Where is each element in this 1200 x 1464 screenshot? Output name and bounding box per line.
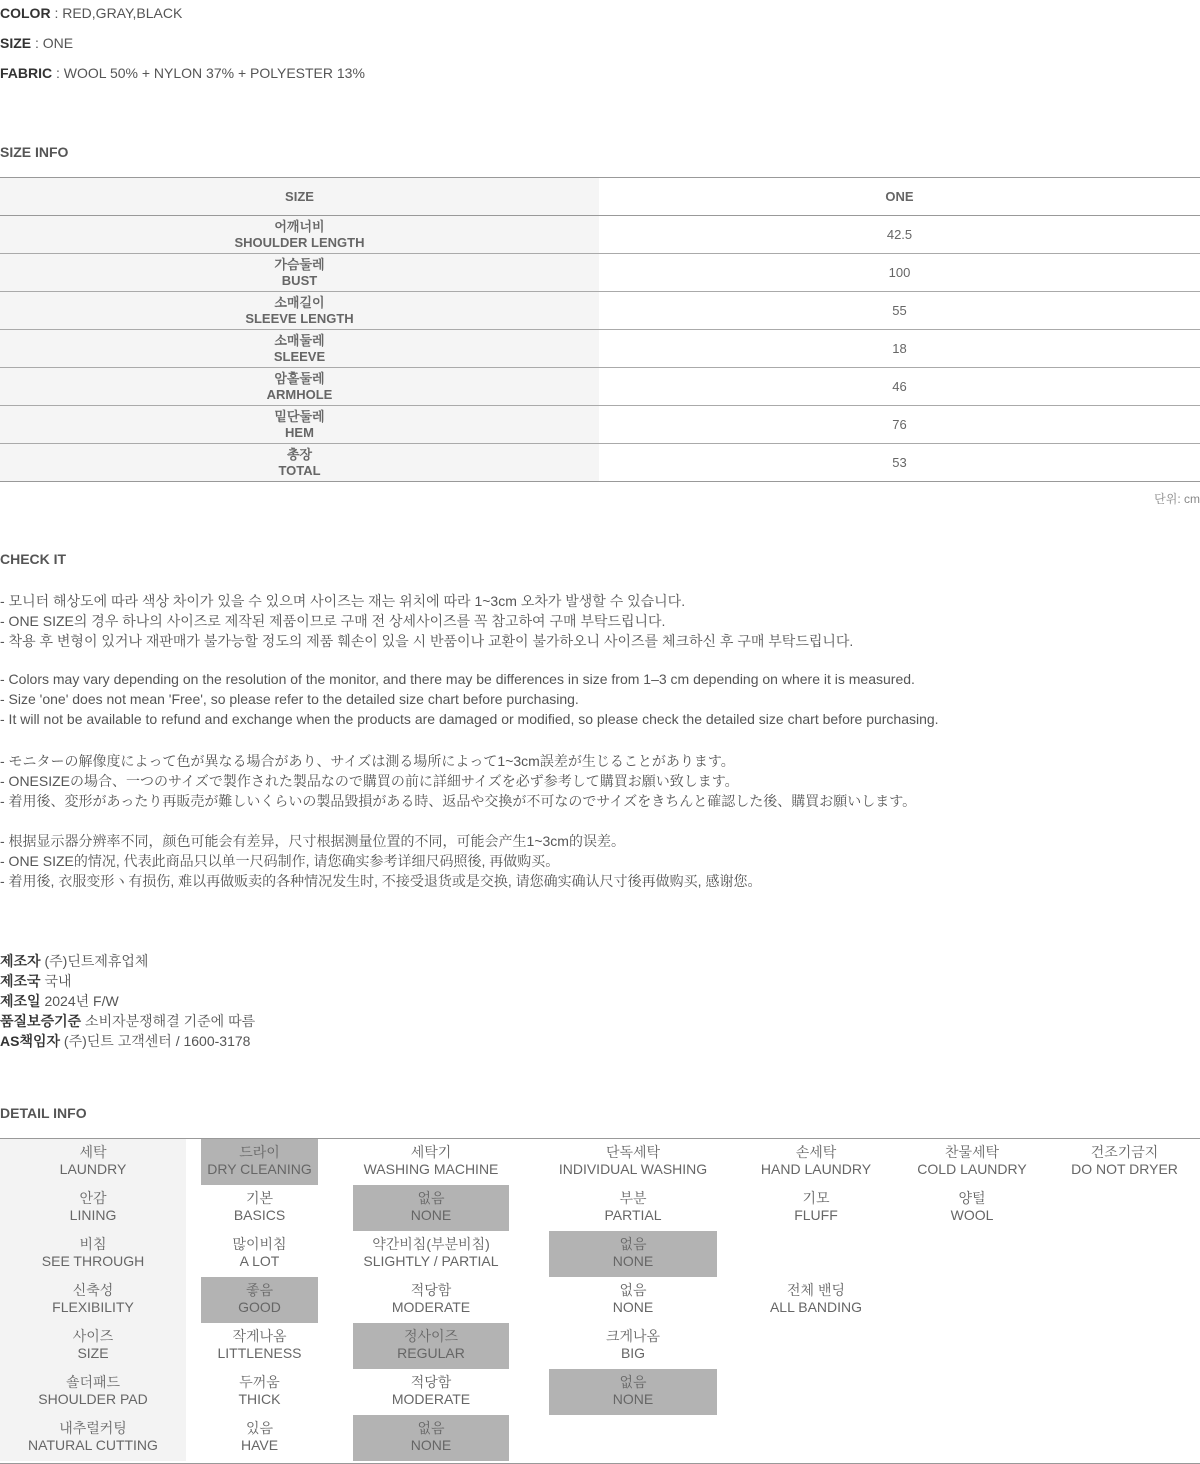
- size-label-ko: 암홀둘레: [274, 370, 325, 386]
- info-label: 제조자: [0, 953, 41, 969]
- size-label-ko: 소매둘레: [274, 332, 325, 348]
- detail-option-selected: [549, 1231, 717, 1277]
- size-row-value: 42.5: [599, 216, 1200, 254]
- table-row: [0, 216, 1200, 254]
- detail-text-ko: 정사이즈: [403, 1328, 459, 1344]
- detail-text-en: ALL BANDING: [769, 1299, 863, 1315]
- detail-option: [895, 1139, 1049, 1185]
- info-label: 제조국: [0, 973, 41, 989]
- size-label-en: HEM: [285, 424, 314, 440]
- size-label-ko: 밑단둘레: [274, 408, 325, 424]
- detail-row-label: [0, 1185, 186, 1231]
- detail-text-en: THICK: [238, 1391, 281, 1407]
- detail-text-ko: 작게나옴: [232, 1328, 287, 1344]
- check-line: - Size 'one' does not mean 'Free', so please refer to the detailed size chart before purchasing.: [0, 691, 579, 707]
- detail-text-en: PARTIAL: [604, 1207, 662, 1223]
- detail-option: [201, 1323, 318, 1369]
- info-value: 소비자분쟁해결 기준에 따름: [81, 1013, 256, 1029]
- detail-option: [353, 1277, 509, 1323]
- size-row-label: [0, 254, 599, 292]
- size-unit: 단위: cm: [1154, 492, 1200, 506]
- info-manufacturer: [0, 951, 148, 971]
- table-row: [0, 444, 1200, 482]
- detail-text-en: NONE: [410, 1207, 452, 1223]
- detail-text-en: NONE: [410, 1437, 452, 1453]
- table-row: [0, 368, 1200, 406]
- detail-text-ko: 숄더패드: [65, 1374, 121, 1390]
- size-label-en: SHOULDER LENGTH: [234, 234, 365, 250]
- detail-text-ko: 좋음: [245, 1282, 274, 1298]
- size-label-ko: 총장: [286, 446, 313, 462]
- detail-text-en: LITTLENESS: [217, 1345, 302, 1361]
- check-line: - Colors may vary depending on the resolution of the monitor, and there may be differences in size from 1–3 cm depending on where it is measured.: [0, 671, 915, 687]
- check-line: - It will not be available to refund and exchange when the products are damaged or modified, so please check the detailed size chart before purchasing.: [0, 711, 939, 727]
- detail-text-en: A LOT: [239, 1253, 280, 1269]
- detail-text-en: FLUFF: [794, 1207, 838, 1223]
- detail-option: [737, 1185, 895, 1231]
- info-label: 품질보증기준: [0, 1013, 82, 1029]
- size-label-ko: 어깨너비: [274, 218, 325, 234]
- size-label-en: BUST: [281, 272, 318, 288]
- table-row: [0, 254, 1200, 292]
- size-row-value: 18: [599, 330, 1200, 368]
- detail-text-ko: 크게나옴: [605, 1328, 661, 1344]
- detail-text-en: BIG: [620, 1345, 646, 1361]
- check-line: - 착용 후 변형이 있거나 재판매가 불가능할 정도의 제품 훼손이 있을 시 반품이나 교환이 불가하오니 사이즈를 체크하신 후 구매 부탁드립니다.: [0, 633, 854, 649]
- size-table-header: [0, 178, 1200, 216]
- size-row-value: 55: [599, 292, 1200, 330]
- table-row: [0, 292, 1200, 330]
- detail-text-ko: 기모: [802, 1190, 830, 1206]
- detail-text-ko: 양털: [958, 1190, 986, 1206]
- detail-text-ko: 손세탁: [795, 1144, 837, 1160]
- info-value: 국내: [40, 973, 72, 989]
- spec-label: FABRIC: [0, 65, 53, 81]
- size-label-en: TOTAL: [278, 462, 321, 478]
- detail-text-en: HAVE: [240, 1437, 279, 1453]
- check-line: - 着用後、変形があったり再販売が難しいくらいの製品毀損がある時、返品や交換が不可なのでサイズをきちんと確認した後、購買お願いします。: [0, 793, 917, 809]
- detail-row-label: [0, 1277, 186, 1323]
- detail-text-en: COLD LAUNDRY: [917, 1161, 1027, 1177]
- detail-text-en: DRY CLEANING: [207, 1161, 312, 1177]
- detail-option-selected: [549, 1369, 717, 1415]
- info-value: 2024년 F/W: [40, 993, 119, 1009]
- detail-option-selected: [201, 1139, 318, 1185]
- info-date: [0, 991, 119, 1011]
- detail-option: [737, 1277, 895, 1323]
- detail-option: [549, 1185, 717, 1231]
- info-label: 제조일: [0, 993, 41, 1009]
- check-line: - 着用後, 衣服变形ヽ有损伤, 难以再做贩卖的各种情况发生时, 不接受退货或是交换, 请您确实确认尺寸後再做购买, 感谢您。: [0, 873, 762, 889]
- size-table: [0, 177, 1200, 482]
- detail-info-title: DETAIL INFO: [0, 1105, 87, 1121]
- info-value: (주)딘트제휴업체: [40, 953, 149, 969]
- size-row-label: [0, 216, 599, 254]
- info-quality: [0, 1011, 255, 1031]
- detail-text-en: DO NOT DRYER: [1071, 1161, 1178, 1177]
- detail-text-en: NONE: [612, 1253, 654, 1269]
- check-line: - 根据显示器分辨率不同，颜色可能会有差异，尺寸根据测量位置的不同，可能会产生1~3cm的误差。: [0, 833, 625, 849]
- detail-option: [549, 1139, 717, 1185]
- detail-option: [353, 1369, 509, 1415]
- detail-text-en: HAND LAUNDRY: [760, 1161, 872, 1177]
- check-line: - モニターの解像度によって色が異なる場合があり、サイズは測る場所によって1~3cm誤差が生じることがあります。: [0, 753, 735, 769]
- detail-text-ko: 약간비침(부분비침): [372, 1236, 490, 1252]
- detail-text-ko: 없음: [417, 1190, 445, 1206]
- size-row-label: [0, 444, 599, 482]
- size-label-en: SLEEVE LENGTH: [245, 310, 354, 326]
- size-row-value: 76: [599, 406, 1200, 444]
- detail-option: [895, 1185, 1049, 1231]
- detail-text-en: REGULAR: [397, 1345, 465, 1361]
- detail-text-en: NONE: [612, 1391, 654, 1407]
- detail-text-en: GOOD: [238, 1299, 281, 1315]
- detail-text-ko: 두꺼움: [239, 1374, 280, 1390]
- detail-text-ko: 적당함: [410, 1282, 452, 1298]
- detail-text-ko: 세탁기: [410, 1144, 452, 1160]
- table-row: [0, 330, 1200, 368]
- detail-text-en: WASHING MACHINE: [363, 1161, 499, 1177]
- size-row-label: [0, 292, 599, 330]
- detail-text-en: INDIVIDUAL WASHING: [558, 1161, 708, 1177]
- detail-text-ko: 없음: [619, 1236, 647, 1252]
- detail-text-en: SLIGHTLY / PARTIAL: [363, 1253, 499, 1269]
- detail-option: [201, 1415, 318, 1461]
- detail-option: [737, 1139, 895, 1185]
- detail-text-ko: 건조기금지: [1090, 1144, 1159, 1160]
- detail-option-selected: [353, 1185, 509, 1231]
- table-row: [0, 406, 1200, 444]
- spec-label: SIZE: [0, 35, 32, 51]
- detail-row-label: [0, 1415, 186, 1461]
- detail-text-ko: 신축성: [72, 1282, 114, 1298]
- spec-color: [0, 5, 182, 21]
- size-row-value: 100: [599, 254, 1200, 292]
- size-row-label: [0, 368, 599, 406]
- detail-text-ko: 있음: [245, 1420, 274, 1436]
- check-line: - ONE SIZE的情况, 代表此商品只以单一尺码制作, 请您确实参考详细尺码照後, 再做购买。: [0, 853, 560, 869]
- size-header-value: ONE: [599, 178, 1200, 216]
- size-header-label: SIZE: [0, 178, 599, 216]
- spec-value: : ONE: [31, 35, 74, 51]
- detail-option: [353, 1231, 509, 1277]
- detail-text-ko: 없음: [619, 1282, 647, 1298]
- detail-option: [201, 1231, 318, 1277]
- detail-text-en: MODERATE: [391, 1391, 471, 1407]
- detail-option: [201, 1369, 318, 1415]
- check-it-title: CHECK IT: [0, 551, 67, 567]
- detail-text-ko: 적당함: [410, 1374, 452, 1390]
- spec-fabric: [0, 65, 365, 81]
- size-row-label: [0, 330, 599, 368]
- check-line: - ONESIZEの場合、一つのサイズで製作された製品なので購買の前に詳細サイズを必ず参考して購買お願い致します。: [0, 773, 739, 789]
- detail-text-ko: 많이비침: [232, 1236, 287, 1252]
- detail-option: [353, 1139, 509, 1185]
- check-line: - 모니터 해상도에 따라 색상 차이가 있을 수 있으며 사이즈는 재는 위치에 따라 1~3cm 오차가 발생할 수 있습니다.: [0, 593, 686, 609]
- size-label-ko: 가슴둘레: [274, 256, 325, 272]
- size-info-title: SIZE INFO: [0, 144, 69, 160]
- detail-option: [201, 1185, 318, 1231]
- spec-value: : RED,GRAY,BLACK: [50, 5, 183, 21]
- detail-text-en: SHOULDER PAD: [38, 1391, 148, 1407]
- detail-text-en: FLEXIBILITY: [52, 1299, 134, 1315]
- detail-text-en: NONE: [612, 1299, 654, 1315]
- size-row-label: [0, 406, 599, 444]
- size-row-value: 46: [599, 368, 1200, 406]
- info-country: [0, 971, 72, 991]
- detail-row-label: [0, 1139, 186, 1185]
- detail-text-ko: 내추럴커팅: [59, 1420, 127, 1436]
- detail-text-en: MODERATE: [391, 1299, 471, 1315]
- info-label: AS책임자: [0, 1033, 61, 1049]
- detail-table: [0, 1138, 1200, 1464]
- spec-value: : WOOL 50% + NYLON 37% + POLYESTER 13%: [52, 65, 365, 81]
- detail-text-en: BASICS: [233, 1207, 286, 1223]
- size-label-en: ARMHOLE: [266, 386, 333, 402]
- detail-text-ko: 전체 밴딩: [787, 1282, 845, 1298]
- spec-size: [0, 35, 73, 51]
- detail-row-label: [0, 1231, 186, 1277]
- detail-option-selected: [353, 1323, 509, 1369]
- info-value: (주)딘트 고객센터 / 1600-3178: [60, 1033, 251, 1049]
- detail-text-ko: 세탁: [79, 1144, 107, 1160]
- detail-text-ko: 드라이: [239, 1144, 280, 1160]
- detail-row-label: [0, 1323, 186, 1369]
- detail-option: [549, 1277, 717, 1323]
- detail-option: [549, 1323, 717, 1369]
- detail-text-ko: 안감: [79, 1190, 107, 1206]
- detail-text-en: WOOL: [950, 1207, 994, 1223]
- check-line: - ONE SIZE의 경우 하나의 사이즈로 제작된 제품이므로 구매 전 상세사이즈를 꼭 참고하여 구매 부탁드립니다.: [0, 613, 666, 629]
- size-label-en: SLEEVE: [273, 348, 326, 364]
- detail-row-label: [0, 1369, 186, 1415]
- detail-text-ko: 없음: [417, 1420, 445, 1436]
- detail-text-ko: 없음: [619, 1374, 647, 1390]
- detail-text-en: SEE THROUGH: [41, 1253, 145, 1269]
- spec-label: COLOR: [0, 5, 51, 21]
- detail-text-en: LINING: [69, 1207, 117, 1223]
- detail-text-en: NATURAL CUTTING: [28, 1437, 158, 1453]
- detail-text-en: SIZE: [77, 1345, 109, 1361]
- detail-text-ko: 부분: [619, 1190, 647, 1206]
- info-as: [0, 1031, 250, 1051]
- detail-text-ko: 비침: [79, 1236, 107, 1252]
- detail-text-ko: 단독세탁: [605, 1144, 661, 1160]
- detail-option: [1049, 1139, 1200, 1185]
- detail-text-ko: 찬물세탁: [944, 1144, 1000, 1160]
- detail-option-selected: [201, 1277, 318, 1323]
- size-label-ko: 소매길이: [274, 294, 325, 310]
- detail-text-ko: 기본: [245, 1190, 274, 1206]
- detail-option-selected: [353, 1415, 509, 1461]
- detail-text-ko: 사이즈: [72, 1328, 114, 1344]
- detail-text-en: LAUNDRY: [59, 1161, 127, 1177]
- size-row-value: 53: [892, 454, 907, 470]
